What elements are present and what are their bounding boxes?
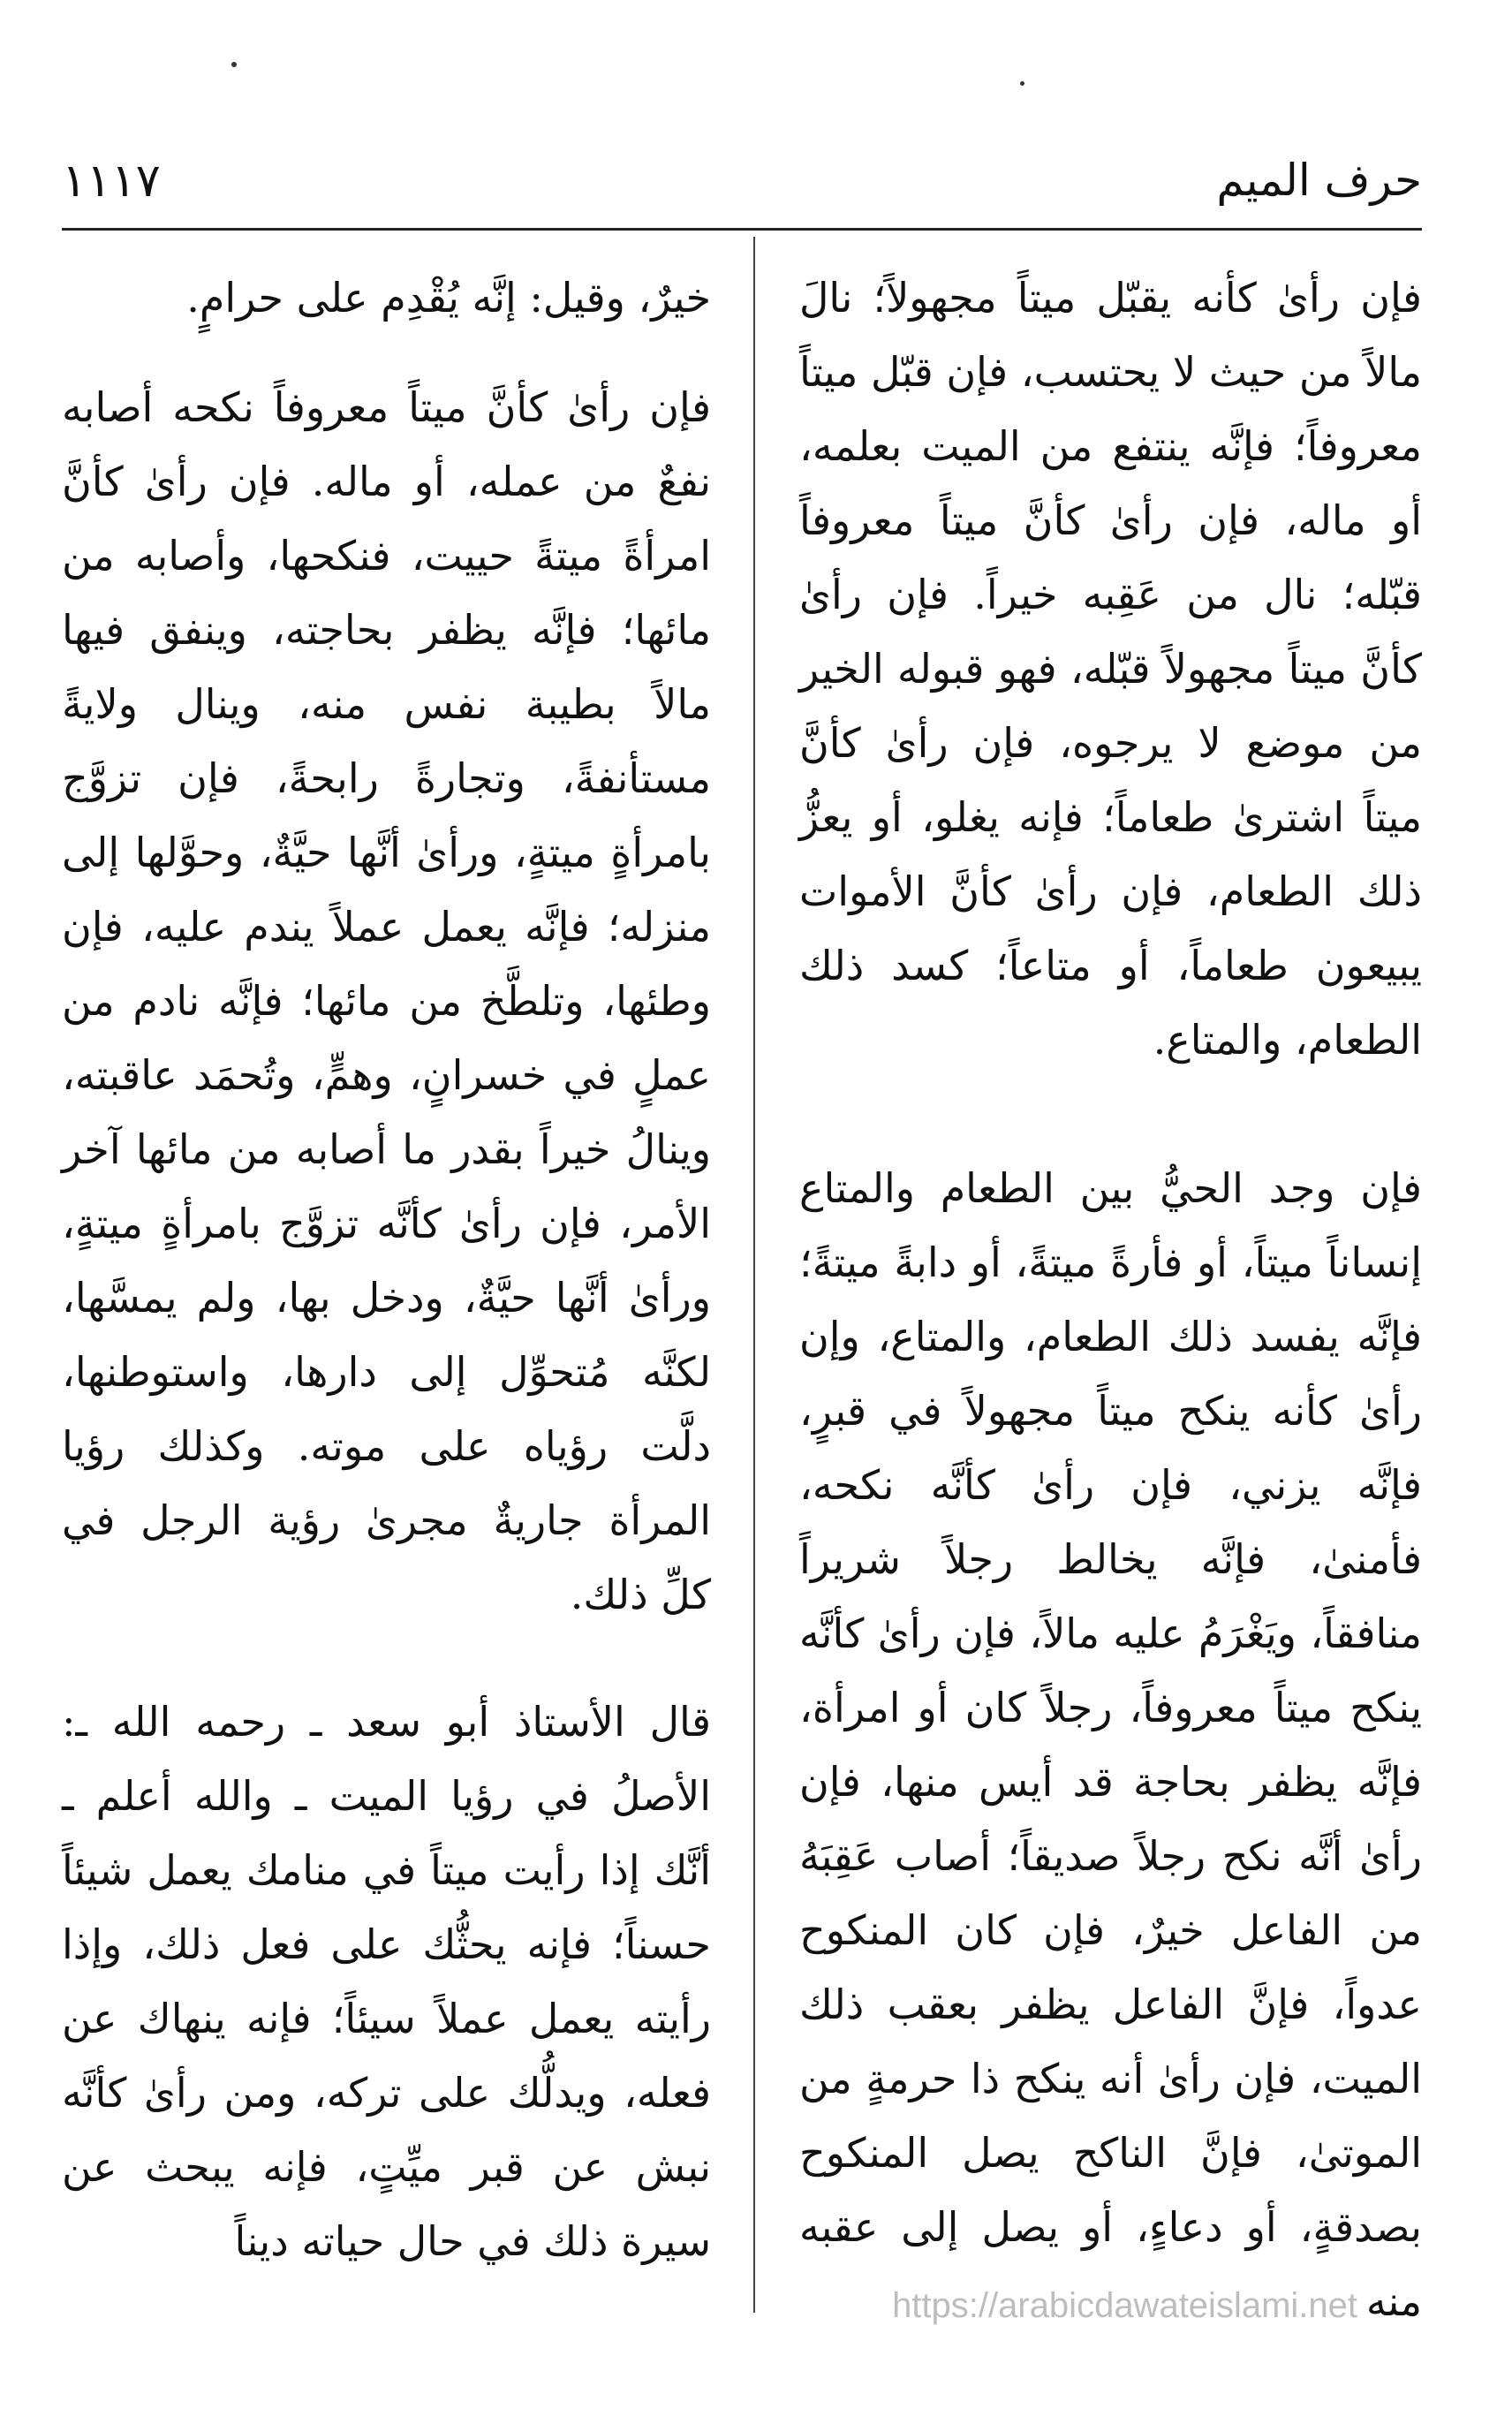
page-number: ١١١٧ [62,155,161,208]
ink-speck [1020,81,1024,86]
paragraph: فإن رأىٰ كأنَّ ميتاً معروفاً نكحه أصابه نفعٌ من عمله، أو ماله. فإن رأىٰ كأنَّ امرأةً ميتةً حييت، فنكحها، وأصابه من مائها؛ فإنَّه يظفر بحاجته، وينفق فيها مالاً بطيبة نفس منه، وينال ولايةً مستأنفةً، وتجارةً رابحةً، فإن تزوَّج بامرأةٍ ميتةٍ، ورأىٰ أنَّها حيَّةٌ، وحوَّلها إلى منزله؛ فإنَّه يعمل عملاً يندم عليه، فإن وطئها، وتلطَّخ من مائها؛ فإنَّه نادم من عملٍ في خسرانٍ، وهمٍّ، وتُحمَد عاقبته، وينالُ خيراً بقدر ما أصابه من مائها آخر الأمر، فإن رأىٰ كأنَّه تزوَّج بامرأةٍ ميتةٍ، ورأىٰ أنَّها حيَّةٌ، ودخل بها، ولم يمسَّها، لكنَّه مُتحوِّل إلى دارها، واستوطنها، دلَّت رؤياه على موته. وكذلك رؤيا المرأة جاريةٌ مجرىٰ رؤية الرجل في كلِّ ذلك. [62,383,711,1618]
paragraph-gap [62,1632,711,1685]
page-header [62,155,1422,216]
running-head: حرف الميم [1216,155,1422,206]
paragraph: فإن وجد الحيُّ بين الطعام والمتاع إنساناً ميتاً، أو فأرةً ميتةً، أو دابةً ميتةً؛ فإنَّه يفسد ذلك الطعام، والمتاع، وإن رأىٰ كأنه ينكح ميتاً مجهولاً في قبرٍ، فإنَّه يزني، فإن رأىٰ كأنَّه نكحه، فأمنىٰ، فإنَّه يخالط رجلاً شريراً منافقاً، ويَغْرَمُ عليه مالاً، فإن رأىٰ كأنَّه ينكح ميتاً معروفاً، رجلاً كان أو امرأة، فإنَّه يظفر بحاجة قد أيس منها، فإن رأىٰ أنَّه نكح رجلاً صديقاً؛ أصاب عَقِبَهُ من الفاعل خيرٌ، فإن كان المنكوح عدواً، فإنَّ الفاعل يظفر بعقب ذلك الميت، فإن رأىٰ أنه ينكح ذا حرمةٍ من الموتىٰ، فإنَّ الناكح يصل المنكوح بصدقةٍ، أو دعاءٍ، أو يصل إلى عقبه منه [799,1164,1422,2325]
paragraph: خيرٌ، وقيل: إنَّه يُقْدِم على حرامٍ. [186,274,711,322]
paragraph: فإن رأىٰ كأنه يقبّل ميتاً مجهولاً؛ نالَ مالاً من حيث لا يحتسب، فإن قبّل ميتاً معروفاً؛ فإنَّه ينتفع من الميت بعلمه، أو ماله، فإن رأىٰ كأنَّ ميتاً معروفاً قبّله؛ نال من عَقِبه خيراً. فإن رأىٰ كأنَّ ميتاً مجهولاً قبّله، فهو قبوله الخير من موضع لا يرجوه، فإن رأىٰ كأنَّ ميتاً اشترىٰ طعاماً؛ فإنه يغلو، أو يعزُّ ذلك الطعام، فإن رأىٰ كأنَّ الأموات يبيعون طعاماً، أو متاعاً؛ كسد ذلك الطعام، والمتاع. [799,274,1422,1064]
paragraph-gap [799,1077,1422,1151]
right-column [799,261,1422,2338]
paragraph-gap [62,335,711,370]
ink-speck [231,62,237,67]
column-divider [753,237,755,2313]
paragraph: قال الأستاذ أبو سعد ـ رحمه الله ـ: الأصلُ في رؤيا الميت ـ والله أعلم ـ أنَّك إذا رأيت ميتاً في منامك يعمل شيئاً حسناً؛ فإنه يحثُّك على فعل ذلك، وإذا رأيته يعمل عملاً سيئاً؛ فإنه ينهاك عن فعله، ويدلُّك على تركه، ومن رأىٰ كأنَّه نبش عن قبر ميِّتٍ، فإنه يبحث عن سيرة ذلك في حال حياته ديناً [62,1698,711,2265]
header-rule [62,228,1422,231]
watermark: https://arabicdawateislami.net [892,2286,1357,2325]
left-column [62,261,711,2278]
